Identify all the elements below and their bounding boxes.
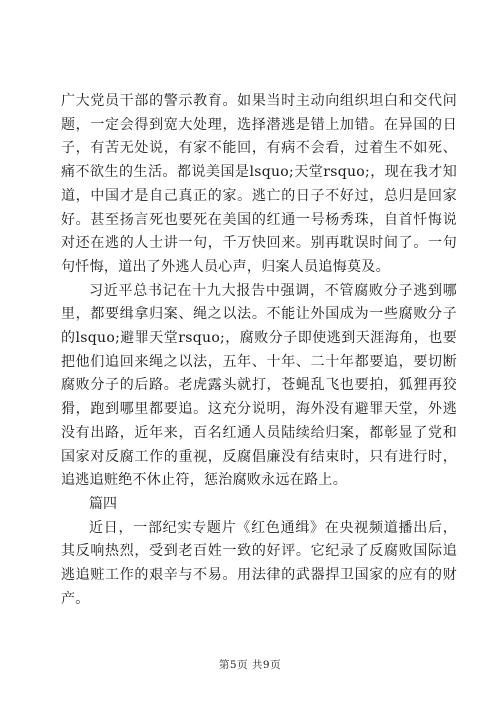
paragraph-red-notice: 近日，一部纪实专题片《红色通缉》在央视频道播出后，其反响热烈，受到老百姓一致的好评。它纪录了反腐败国际追逃追赃工作的艰辛与不易。用法律的武器捍卫国家的应有的财产。 — [61, 519, 457, 607]
paragraph-xi-report: 习近平总书记在十九大报告中强调，不管腐败分子逃到哪里，都要缉拿归案、绳之以法。不能让外国成为一些腐败分子的lsquo;避罪天堂rsquo;，腐败分子即使逃到天涯海角，也要把他们追回来绳之以法，五年、十年、二十年都要追，要切断腐败分子的后路。老虎露头就打，苍蝇乱飞也要拍，狐狸再狡猾，跑到哪里都要追。这充分说明，海外没有避罪天堂，外逃没有出路，近年来，百名红通人员陆续给归案，都彰显了党和国家对反腐工作的重视，反腐倡廉没有结束时，只有进行时，追逃追赃绝不休止符，惩治腐败永远在路上。 — [61, 282, 457, 489]
paragraph-intro: 广大党员干部的警示教育。如果当时主动向组织坦白和交代问题，一定会得到宽大处理，选择潜逃是错上加错。在异国的日子，有苦无处说，有家不能回，有病不会看，过着生不如死、痛不欲生的生活。都说美国是lsquo;天堂rsquo;，现在我才知道，中国才是自己真正的家。逃亡的日子不好过，总归是回家好。甚至扬言死也要死在美国的红通一号杨秀珠，自首忏悔说对还在逃的人士讲一句，千万快回来。别再耽误时间了。一句句忏悔，道出了外逃人员心声，归案人员追悔莫及。 — [61, 93, 457, 275]
document-body — [61, 90, 457, 611]
page-number: 第5页 共9页 — [218, 659, 282, 671]
section-heading: 篇四 — [89, 495, 117, 512]
